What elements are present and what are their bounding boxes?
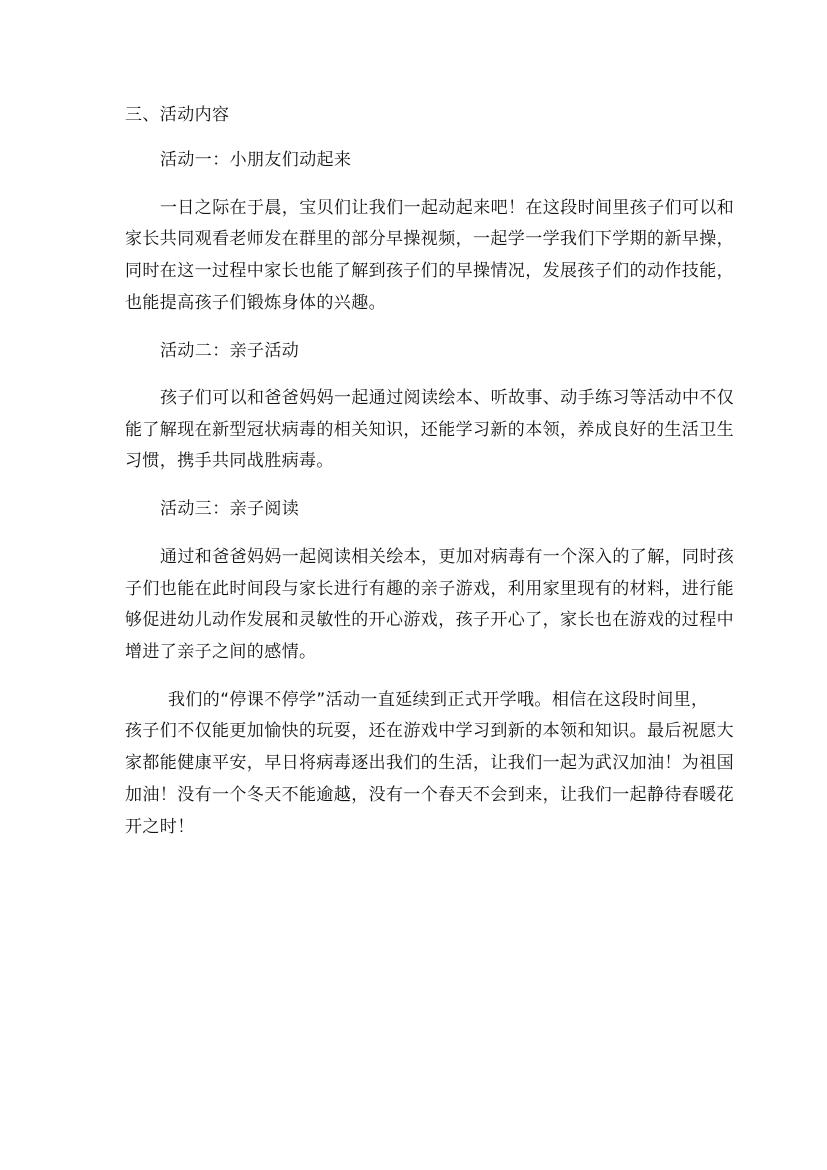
closing-paragraph-line: 开之时！ <box>125 817 195 837</box>
activity-one-paragraph-line: 同时在这一过程中家长也能了解到孩子们的早操情况，发展孩子们的动作技能， <box>125 261 734 281</box>
closing-paragraph-line: 家都能健康平安，早日将病毒逐出我们的生活，让我们一起为武汉加油！为祖国 <box>125 753 734 773</box>
activity-one-paragraph-line: 家长共同观看老师发在群里的部分早操视频，一起学一学我们下学期的新早操， <box>125 229 734 249</box>
closing-paragraph-line: 加油！没有一个冬天不能逾越，没有一个春天不会到来，让我们一起静待春暖花 <box>125 785 734 805</box>
activity-three-paragraph-line: 通过和爸爸妈妈一起阅读相关绘本，更加对病毒有一个深入的了解，同时孩 <box>160 547 735 567</box>
section-heading: 三、活动内容 <box>125 105 230 125</box>
activity-two-paragraph-line: 习惯，携手共同战胜病毒。 <box>125 451 334 471</box>
activity-two-paragraph-line: 能了解现在新型冠状病毒的相关知识，还能学习新的本领，养成良好的生活卫生 <box>125 420 734 440</box>
activity-two-paragraph-line: 孩子们可以和爸爸妈妈一起通过阅读绘本、听故事、动手练习等活动中不仅 <box>160 388 735 408</box>
activity-two-heading: 活动二：亲子活动 <box>160 341 300 361</box>
closing-paragraph-line: 孩子们不仅能更加愉快的玩耍，还在游戏中学习到新的本领和知识。最后祝愿大 <box>125 721 734 741</box>
closing-paragraph-line: 我们的“停课不停学”活动一直延续到正式开学哦。相信在这段时间里， <box>168 690 709 710</box>
activity-one-heading: 活动一：小朋友们动起来 <box>160 150 352 170</box>
activity-one-paragraph-line: 也能提高孩子们锻炼身体的兴趣。 <box>125 293 386 313</box>
activity-three-heading: 活动三：亲子阅读 <box>160 499 300 519</box>
activity-three-paragraph-line: 够促进幼儿动作发展和灵敏性的开心游戏，孩子开心了，家长也在游戏的过程中 <box>125 610 734 630</box>
activity-one-paragraph-line: 一日之际在于晨，宝贝们让我们一起动起来吧！在这段时间里孩子们可以和 <box>160 198 735 218</box>
activity-three-paragraph-line: 增进了亲子之间的感情。 <box>125 642 317 662</box>
activity-three-paragraph-line: 子们也能在此时间段与家长进行有趣的亲子游戏，利用家里现有的材料，进行能 <box>125 579 734 599</box>
